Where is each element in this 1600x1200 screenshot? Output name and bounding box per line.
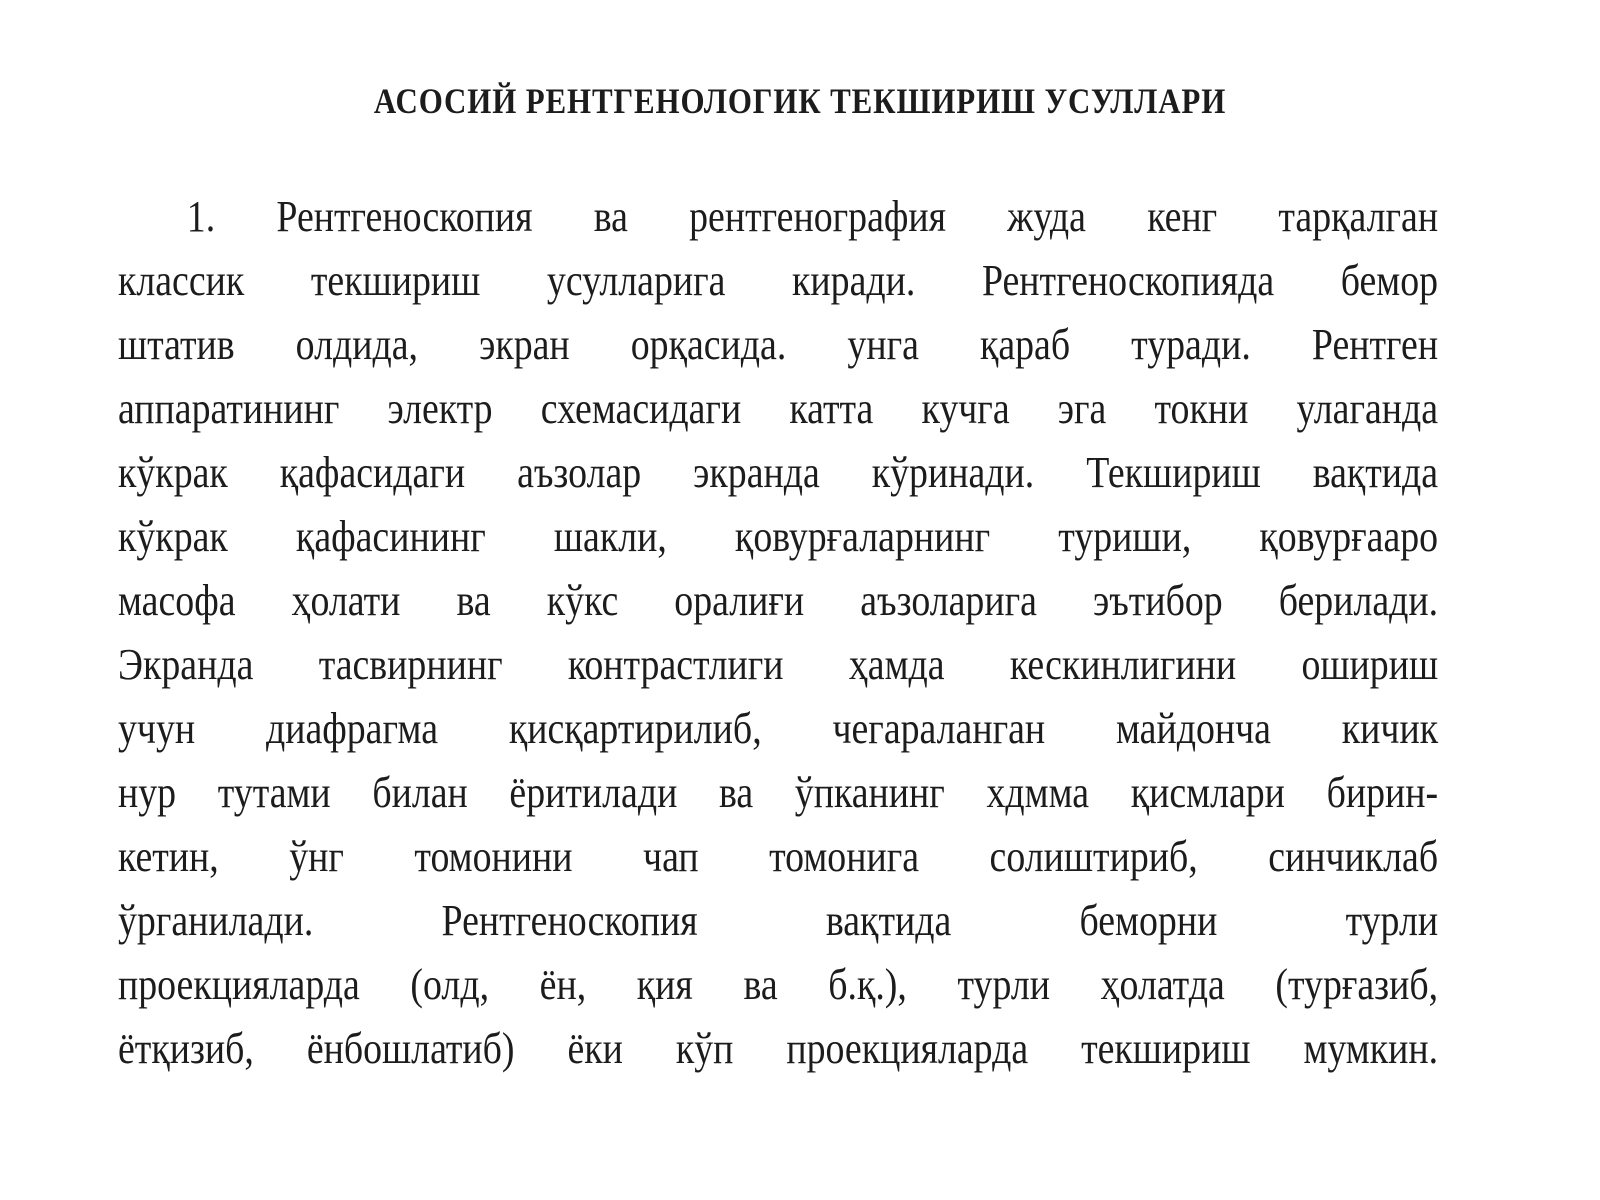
paragraph-line: нур тутами билан ёритилади ва ўпканинг хдмма қисмлари бирин- [118,768,1439,817]
paragraph-line: аппаратининг электр схемасидаги катта кучга эга токни улаганда [118,384,1439,433]
paragraph-line: проекцияларда (олд, ён, қия ва б.қ.), турли ҳолатда (турғазиб, [118,960,1439,1009]
paragraph-line: ўрганилади. Рентгеноскопия вақтида беморни турли [118,896,1439,945]
paragraph-line: кетин, ўнг томонини чап томонига солиштириб, синчиклаб [118,832,1439,881]
body-paragraph [118,185,1438,1081]
paragraph-line: масофа ҳолати ва кўкс оралиғи аъзоларига эътибор берилади. [118,576,1439,625]
paragraph-line: штатив олдида, экран орқасида. унга қараб туради. Рентген [118,320,1439,369]
paragraph-line: классик текшириш усулларига киради. Рентгеноскопияда бемор [118,256,1439,305]
paragraph-line: ётқизиб, ёнбошлатиб) ёки кўп проекцияларда текшириш мумкин. [118,1024,1439,1073]
paragraph-line: учун диафрагма қисқартирилиб, чегараланган майдонча кичик [118,704,1439,753]
paragraph-line: Экранда тасвирнинг контрастлиги ҳамда кескинлигини ошириш [118,640,1439,689]
paragraph-line: кўкрак қафасининг шакли, қовурғаларнинг туриши, қовурғааро [118,512,1439,561]
paragraph-line: кўкрак қафасидаги аъзолар экранда кўринади. Текшириш вақтида [118,448,1439,497]
page-title: АСОСИЙ РЕНТГЕНОЛОГИК ТЕКШИРИШ УСУЛЛАРИ [373,81,1227,121]
paragraph-line: 1. Рентгеноскопия ва рентгенография жуда кенг тарқалган [186,192,1439,241]
